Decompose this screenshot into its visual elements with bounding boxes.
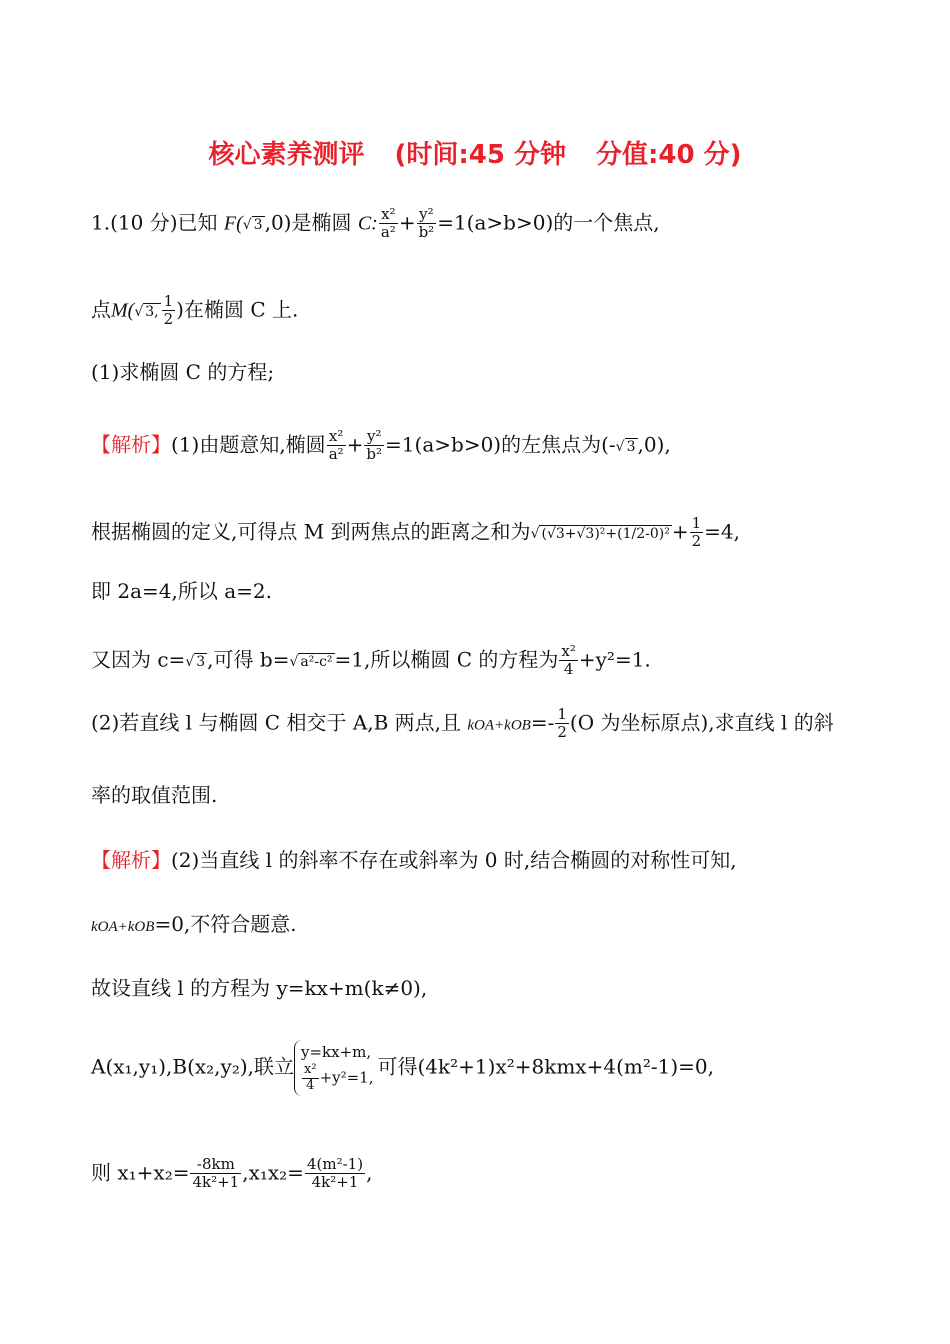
sqrt-3: √ 3: [242, 217, 263, 234]
solution2-line-4: A(x₁,y₁),B(x₂,y₂),联立 y=kx+m, $\frac{\text{x²}}{4}$ +y²=1, 可得(4k²+1)x²+8kmx+4(m²-1)=0,: [91, 1040, 714, 1096]
solution1-line-2: 根据椭圆的定义,可得点 M 到两焦点的距离之和为√ (√3+√3)²+(1/2-0)² + $\frac{1}{2}$ =4,: [91, 514, 740, 551]
solution1-line-4: 又因为 c=√ 3 ,可得 b=√ a²-c² =1,所以椭圆 C 的方程为 $\frac{\text{x²}}{4}$ +y²=1.: [91, 642, 651, 679]
equation-system: y=kx+m, $\frac{\text{x²}}{4}$ +y²=1,: [294, 1040, 377, 1096]
solution1-line-1: 【解析】(1)由题意知,椭圆 $\frac{\text{x²}}{\text{a²}}$ + $\frac{\text{y²}}{\text{b²}}$ =1(a>b>0)的左焦点为(-√ 3 ,0),: [91, 427, 671, 464]
title-score: 分值:40 分): [596, 140, 742, 170]
fraction-y2-b2: $\frac{\text{y²}}{\text{b²}}$: [366, 427, 383, 464]
solution2-line-2: kOA+kOB=0,不符合题意.: [91, 912, 297, 936]
fraction-half: $\frac{1}{2}$: [557, 705, 567, 742]
sqrt-3: √ 3: [185, 654, 206, 671]
fraction-sum: $\frac{-8km}{\text{4k²+1}}$: [192, 1155, 240, 1192]
solution2-line-1: 【解析】(2)当直线 l 的斜率不存在或斜率为 0 时,结合椭圆的对称性可知,: [91, 848, 737, 872]
solution1-line-3: 即 2a=4,所以 a=2.: [91, 579, 272, 603]
fraction-x2-4: $\frac{\text{x²}}{4}$: [561, 642, 576, 679]
fraction-product: $\frac{\text{4(m²-1)}}{\text{4k²+1}}$: [306, 1155, 364, 1192]
radical-b: √ a²-c²: [289, 654, 333, 671]
problem-line-2: 点M(√ 3, $\frac{1}{2}$ )在椭圆 C 上.: [91, 292, 299, 329]
fraction-y2-b2: $\frac{\text{y²}}{\text{b²}}$: [418, 205, 435, 242]
fraction-x2-a2: $\frac{\text{x²}}{\text{a²}}$: [380, 205, 396, 242]
fraction-x2-a2: $\frac{\text{x²}}{\text{a²}}$: [328, 427, 344, 464]
sqrt-3: √ 3,: [134, 304, 159, 321]
fraction-half: $\frac{1}{2}$: [163, 292, 174, 329]
solution2-line-3: 故设直线 l 的方程为 y=kx+m(k≠0),: [91, 976, 428, 1000]
solution-tag: 【解析】: [91, 432, 171, 457]
page-title: [0, 134, 950, 171]
title-main: 核心素养测评: [208, 140, 365, 170]
problem-part-2: (2)若直线 l 与椭圆 C 相交于 A,B 两点,且 kOA+kOB=- $\frac{1}{2}$ (O 为坐标原点),求直线 l 的斜: [91, 705, 834, 742]
radical-distance: √ (√3+√3)²+(1/2-0)²: [530, 526, 670, 543]
solution-tag: 【解析】: [91, 848, 171, 872]
problem-part-2-cont: 率的取值范围.: [91, 783, 218, 807]
problem-line-1: 1.(10 分)已知 F(√ 3 ,0)是椭圆 C: $\frac{\text{x²}}{\text{a²}}$ + $\frac{\text{y²}}{\text{b²}}$ =1(a>b>0)的一个焦点,: [91, 205, 660, 242]
sqrt-3: √ 3: [615, 439, 636, 456]
problem-part-1: (1)求椭圆 C 的方程;: [91, 360, 275, 384]
fraction-half: $\frac{1}{2}$: [691, 514, 702, 551]
title-time: (时间:45 分钟: [394, 140, 566, 170]
solution2-line-5: 则 x₁+x₂= $\frac{-8km}{\text{4k²+1}}$ ,x₁x₂= $\frac{\text{4(m²-1)}}{\text{4k²+1}}$ ,: [91, 1155, 373, 1192]
